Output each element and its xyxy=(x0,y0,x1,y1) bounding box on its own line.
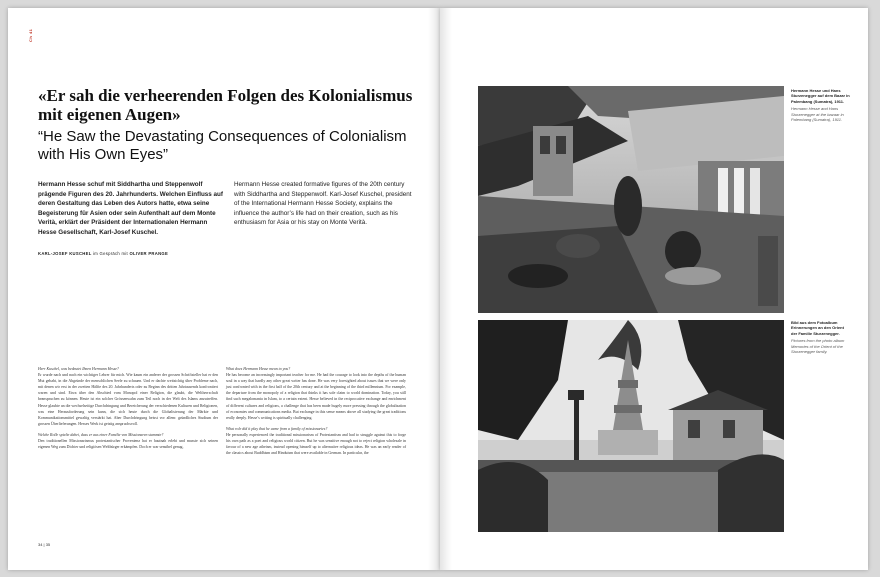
caption-temple-en: Pictures from the photo album Memories of the Orient of the Sturzenegger family. xyxy=(791,338,845,355)
left-page xyxy=(8,8,440,570)
question-de-1: Herr Kuschel, was bedeutet Ihnen Hermann Hesse? xyxy=(38,367,119,371)
page-folio: 34 | 35 xyxy=(38,542,51,547)
byline xyxy=(38,251,168,256)
body-english-column xyxy=(226,366,406,456)
answer-de-1: Er wurde nach und nach ein wichtiger Lehrer für mich. Wie kaum ein anderer der grossen Schriftsteller hat er den Mut gehabt, in die Abgründe der menschlichen Seele zu schauen. Und er dachte weitsichtig über Probleme nach, mit denen wir erst in der zweiten Hälfte des 20. Jahrhunderts oder zu Beginn des dritten Jahrtausends konfrontiert waren und sind. Etwa über den Abschied vom Monopol einer Religion, die glaubt, die Weltherrschaft beanspruchen zu können. Heute ist ein solcher Grössenwahn zum Teil noch in der Welt des Islams anzutreffen. Hesse glaubte an die wechselseitige Durchdringung und Bereicherung der verschiedenen Kulturen und Religionen, was eine Herausforderung sein kann, die sich heute durch die Globalisierung der Märkte und Kommunikationsmittel gewaltig verstärkt hat. Aber Durchdringung heisst vor allem: gründliches Studium der grossen Überlieferungen. Hesses Werk ist geistig anspruchsvoll. xyxy=(38,373,218,426)
answer-en-2: He personally experienced the traditional missionarism of Protestantism and had to struggle against this to forge his own path as a poet and religious world citizen. But he was sensitive enough not to reject religion wholesale in favour of a new age atheism, instead opening himself up to alternative religious ideas. He was an early reader of the classics about Buddhism and Hinduism that were available in German. In particular, the xyxy=(226,432,406,456)
temple-photo-image xyxy=(478,320,784,532)
byline-person: KARL-JOSEF KUSCHEL xyxy=(38,251,92,256)
caption-bazaar-de: Hermann Hesse und Hans Sturzenegger auf dem Bazar in Palembang (Sumatra), 1911. xyxy=(791,88,850,104)
photo-bazaar xyxy=(478,86,784,313)
caption-bazaar xyxy=(791,88,851,122)
caption-bazaar-en: Hermann Hesse and Hans Sturzenegger at the bazaar in Palembang (Sumatra), 1911. xyxy=(791,106,844,123)
issue-tag: Ch 41 xyxy=(28,28,33,42)
question-de-2: Welche Rolle spielte dabei, dass er aus einer Familie von Missionaren stammte? xyxy=(38,432,164,437)
answer-en-1: He has become an increasingly important teacher for me. He had the courage to look into the depths of the human soul in a way that hardly any other great writer has done. He was very foresighted about issues that we were only just confronted with in the first half of the 20th century and at the beginning of the third millennium. For example, the departure from the monopoly of a religion that thinks it has sole claim to world domination. Today, you still find such megalomania in Islam, to a certain extent. Hesse believed in the reciprocative exchange and enrichment of different cultures and religions, a challenge that has been made hugely more pressing through the globalisation of economies and communications media. But exchange in this sense means above all studying the great traditions really deeply. Hesse’s writing is spiritually challenging. xyxy=(226,373,406,420)
question-en-1: What does Hermann Hesse mean to you? xyxy=(226,367,291,371)
title-german: «Er sah die verheerenden Folgen des Kolonialismus mit eigenen Augen» xyxy=(38,86,413,124)
caption-temple-de: Bild aus dem Fotoalbum Erinnerungen an den Orient der Familie Sturzenegger. xyxy=(791,320,844,336)
photo-temple xyxy=(478,320,784,532)
lead-german: Hermann Hesse schuf mit Siddhartha und Steppenwolf prägende Figuren des 20. Jahrhunderts. Welchen Einfluss auf deren Gestaltung das Leben des Autors hatte, etwa seine Begeisterung für Asien oder sein Aufenthalt auf dem Monte Verità, erklärt der Präsident der Internationalen Hermann Hesse Gesellschaft, Karl-Josef Kuschel. xyxy=(38,181,223,236)
byline-mid: im Gespräch mit xyxy=(91,251,130,256)
title-english: “He Saw the Devastating Consequences of Colonialism with His Own Eyes” xyxy=(38,128,407,163)
lead-english: Hermann Hesse created formative figures of the 20th century with Siddhartha and Steppenwolf. Karl-Josef Kuschel, president of the International Hermann Hesse Society, explains the influence the author’s life had on their creation, such as his enthusiasm for Asia or his stay on Monte Verità. xyxy=(234,181,412,226)
caption-temple xyxy=(791,320,851,354)
bazaar-photo-image xyxy=(478,86,784,313)
byline-interviewer: OLIVER PRANGE xyxy=(129,251,169,256)
right-page xyxy=(440,8,868,570)
question-en-2: What role did it play that he came from a family of missionaries? xyxy=(226,426,328,431)
answer-de-2: Den traditionellen Missionarismus protestantischer Provenienz hat er hautnah erlebt und musste sich seinen eigenen Weg zum Dichter und religiösen Weltbürger erkämpfen. Doch er war sensibel genug, xyxy=(38,439,218,450)
body-german-column xyxy=(38,366,218,450)
